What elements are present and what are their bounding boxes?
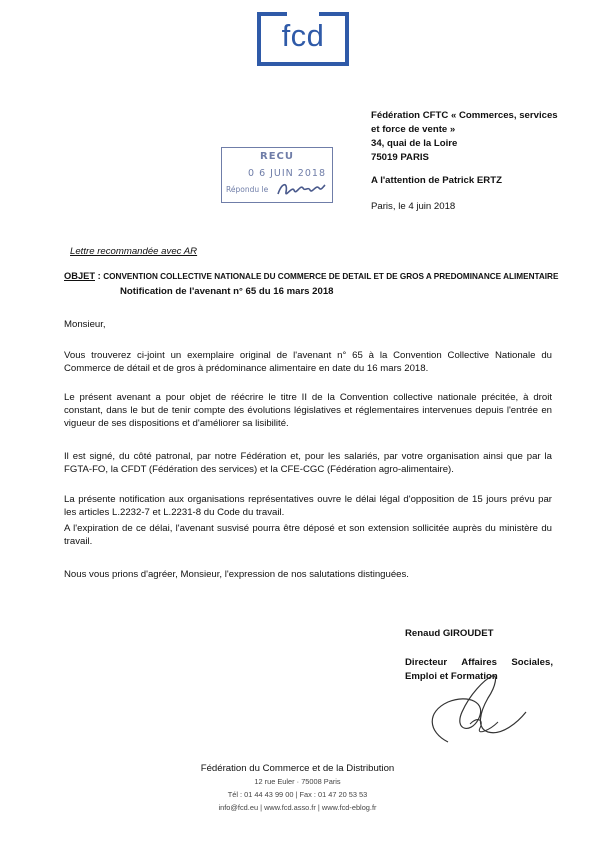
- recipient-line-4: 75019 PARIS: [371, 152, 429, 163]
- signer-name: Renaud GIROUDET: [405, 628, 494, 639]
- footer-phone: Tél : 01 44 43 99 00 | Fax : 01 47 20 53 53: [227, 790, 368, 799]
- footer-address: 12 rue Euler · 75008 Paris: [254, 777, 341, 786]
- paragraph-5: A l'expiration de ce délai, l'avenant susvisé pourra être déposé et son extension sollicitée auprès du ministère du travail.: [64, 523, 552, 547]
- stamp-reply-label: Répondu le: [226, 185, 269, 194]
- subject-label: OBJET: [64, 271, 95, 281]
- recipient-address: [371, 109, 571, 165]
- recipient-line-3: 34, quai de la Loire: [371, 138, 458, 149]
- handwritten-signature-icon: [418, 672, 533, 747]
- signer-role-line-1: Directeur Affaires Sociales,: [405, 657, 553, 668]
- attention-line: A l'attention de Patrick ERTZ: [371, 175, 502, 186]
- paragraph-3: Il est signé, du côté patronal, par notre Fédération et, pour les salariés, par votre organisation ainsi que par la FGTA-FO, la CFDT (Fédération des services) et la CFE-CGC (Fédération agro-alimentaire).: [64, 451, 552, 475]
- received-stamp: [221, 147, 333, 203]
- letter-date: Paris, le 4 juin 2018: [371, 201, 456, 212]
- paragraph-2: Le présent avenant a pour objet de réécrire le titre II de la Convention collective nationale précitée, à droit constant, dans le but de tenir compte des évolutions législatives et réglementaires intervenues depuis l'entrée en vigueur de ses dispositions et d'améliorer sa lisibilité.: [64, 392, 552, 429]
- fcd-logo: [257, 12, 349, 66]
- stamp-title: RECU: [260, 151, 294, 162]
- paragraph-4: La présente notification aux organisations représentatives ouvre le délai légal d'opposition de 15 jours prévu par les articles L.2232-7 et L.2231-8 du Code du travail.: [64, 494, 552, 518]
- subject-line: OBJET : CONVENTION COLLECTIVE NATIONALE DU COMMERCE DE DETAIL ET DE GROS A PREDOMINANCE ALIMENTAIRE: [64, 271, 559, 281]
- salutation: Monsieur,: [64, 319, 106, 330]
- stamp-initials-icon: [276, 178, 326, 200]
- closing-paragraph: Nous vous prions d'agréer, Monsieur, l'expression de nos salutations distinguées.: [64, 569, 409, 580]
- subject-text: CONVENTION COLLECTIVE NATIONALE DU COMMERCE DE DETAIL ET DE GROS A PREDOMINANCE ALIMENTAIRE: [103, 272, 559, 281]
- letter-type: Lettre recommandée avec AR: [70, 246, 198, 257]
- notification-title: Notification de l'avenant n° 65 du 16 mars 2018: [120, 286, 334, 297]
- signer-role-line-2: Emploi et Formation: [405, 671, 498, 682]
- logo-text: fcd: [281, 18, 325, 53]
- recipient-line-2: et force de vente »: [371, 124, 456, 135]
- paragraph-1: Vous trouverez ci-joint un exemplaire original de l'avenant n° 65 à la Convention Collective Nationale du Commerce de détail et de gros à prédominance alimentaire en date du 16 mars 2018.: [64, 350, 552, 374]
- footer-web: info@fcd.eu | www.fcd.asso.fr | www.fcd-eblog.fr: [218, 803, 377, 812]
- stamp-date: 0 6 JUIN 2018: [248, 168, 326, 179]
- recipient-line-1: Fédération CFTC « Commerces, services: [371, 110, 558, 121]
- footer-organization: Fédération du Commerce et de la Distribution: [200, 763, 395, 774]
